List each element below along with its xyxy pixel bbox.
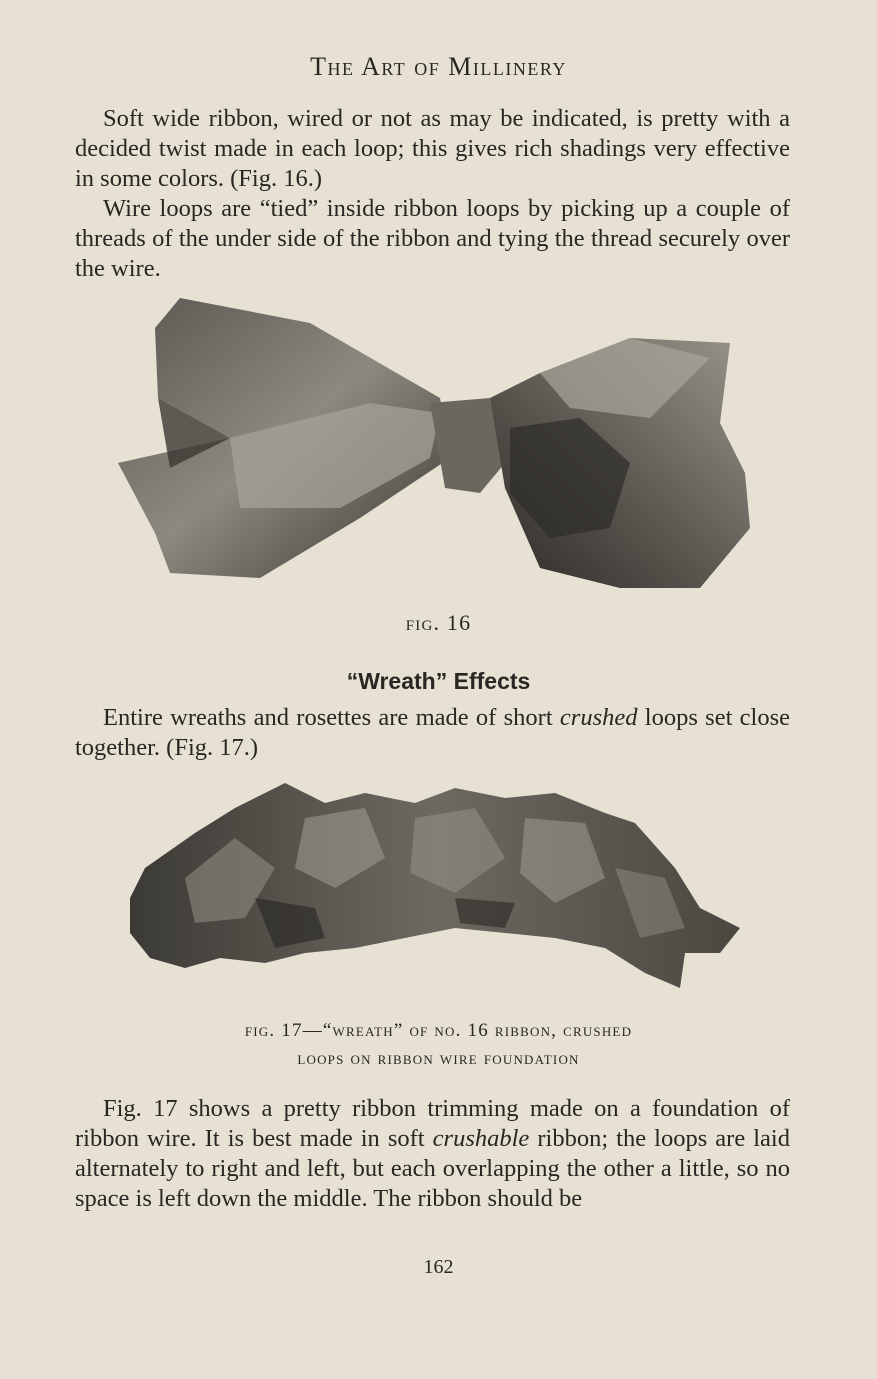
paragraph-fig17-description bbox=[75, 1094, 790, 1214]
figure-16-caption: fig. 16 bbox=[405, 610, 472, 635]
text-block-middle bbox=[75, 703, 790, 763]
figure-16-ribbon-bow-image bbox=[110, 288, 760, 598]
paragraph-wreaths-text-1: Entire wreaths and rosettes are made of short bbox=[103, 704, 560, 731]
text-block-top bbox=[75, 104, 790, 284]
paragraph-fig17-text-2: ribbon; the loops are laid alternately to right and left, but each overlapping the other a little, so no space is left down the middle. The ribbon should be bbox=[75, 1125, 790, 1212]
paragraph-wreaths-text-2: loops set close together. (Fig. 17.) bbox=[75, 704, 790, 761]
paragraph-fig17-emphasis: crushable bbox=[432, 1125, 530, 1152]
paragraph-wreaths-emphasis: crushed bbox=[559, 704, 638, 731]
section-heading-wreath-effects: “Wreath” Effects bbox=[346, 668, 531, 694]
figure-17-caption-line-2: loops on ribbon wire foundation bbox=[297, 1048, 580, 1069]
page-number: 162 bbox=[423, 1256, 454, 1278]
text-block-bottom bbox=[75, 1094, 790, 1214]
paragraph-soft-ribbon: Soft wide ribbon, wired or not as may be indicated, is pretty with a decided twist made in each loop; this gives rich shadings very effective in some colors. (Fig. 16.) bbox=[75, 105, 790, 192]
paragraph-wire-loops: Wire loops are “tied” inside ribbon loops by picking up a couple of threads of the under side of the ribbon and tying the thread securely over the wire. bbox=[75, 195, 790, 282]
paragraph-wreaths bbox=[75, 703, 790, 763]
figure-17-wreath-image bbox=[125, 778, 750, 1003]
figure-17-caption-line-1: fig. 17—“wreath” of no. 16 ribbon, crushed bbox=[244, 1020, 633, 1041]
running-head: The Art of Millinery bbox=[310, 52, 567, 81]
paragraph-fig17-text-1: Fig. 17 shows a pretty ribbon trimming made on a foundation of ribbon wire. It is best made in soft bbox=[75, 1095, 790, 1152]
